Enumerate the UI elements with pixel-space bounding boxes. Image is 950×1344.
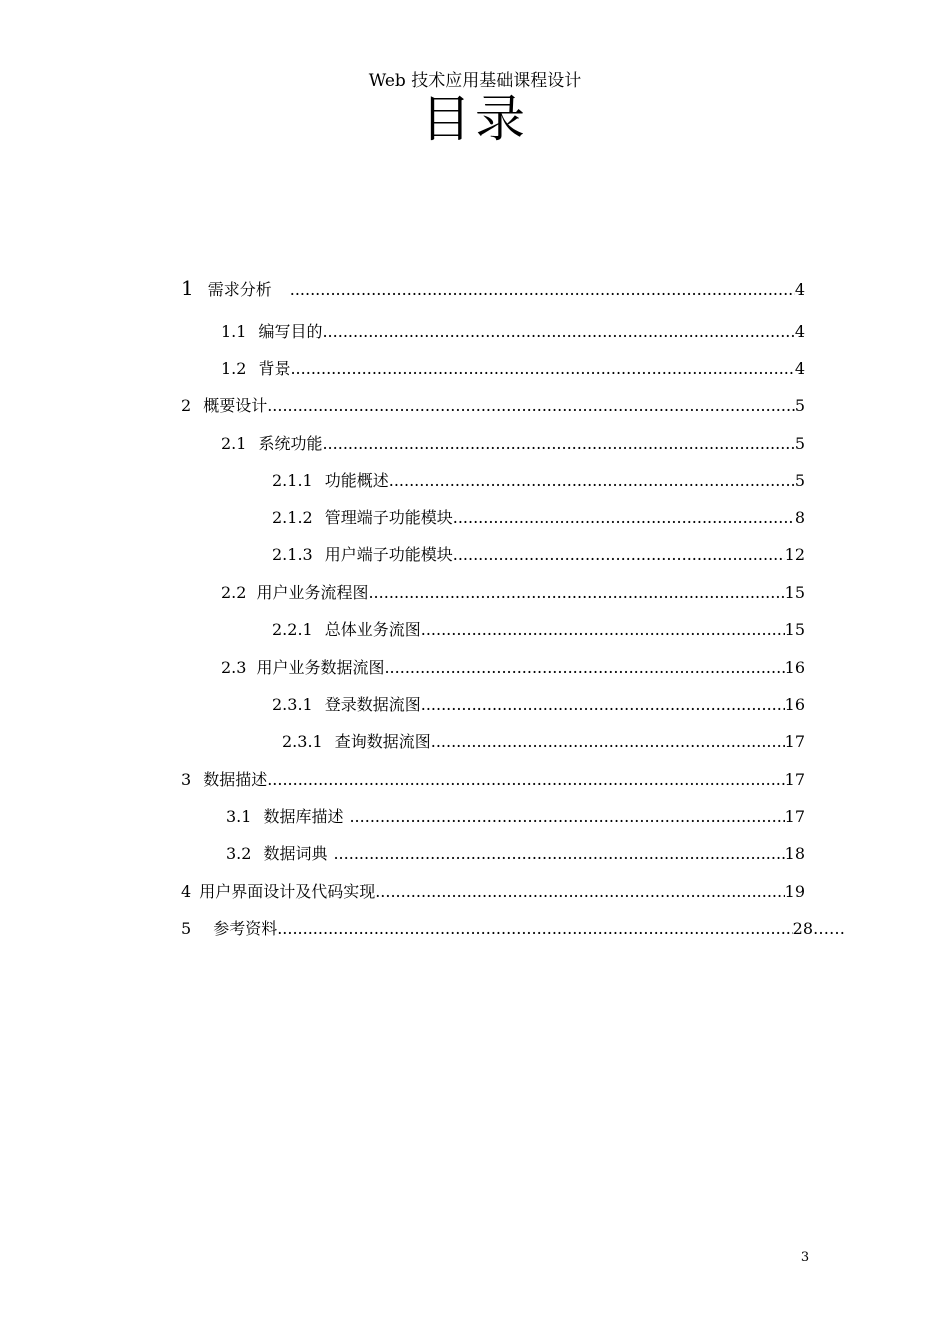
toc-entry-page: 4 — [794, 322, 805, 341]
toc-leader-dots — [267, 394, 795, 418]
toc-entry-label: 用户界面设计及代码实现 — [199, 882, 376, 901]
toc-entry-page: 17 — [784, 732, 805, 751]
toc-leader-dots — [384, 656, 784, 680]
toc-entry[interactable] — [226, 805, 805, 829]
toc-entry[interactable] — [282, 730, 805, 754]
toc-leader-dots — [322, 432, 794, 456]
toc-entry-page: 12 — [784, 545, 805, 564]
toc-entry-page: 16 — [784, 658, 805, 677]
toc-entry-number: 2.3.1 — [282, 732, 323, 751]
toc-entry-label: 用户业务流程图 — [256, 583, 369, 602]
toc-entry-number: 2.2.1 — [272, 620, 313, 639]
toc-entry-number: 2.3.1 — [272, 695, 313, 714]
toc-entry-page: 17 — [784, 807, 805, 826]
toc-entry-label: 用户端子功能模块 — [324, 545, 453, 564]
toc-entry[interactable] — [272, 506, 805, 530]
toc-entry-page: 18 — [784, 844, 805, 863]
toc-entry-page: 15 — [784, 620, 805, 639]
toc-leader-dots — [349, 805, 784, 829]
toc-leader-dots — [431, 730, 785, 754]
toc-entry-number: 2.1.1 — [272, 471, 313, 490]
toc-entry[interactable] — [221, 432, 805, 456]
toc-entry-number: 1.1 — [221, 322, 247, 341]
toc-entry-page: 5 — [794, 434, 805, 453]
toc-leader-dots — [333, 842, 784, 866]
toc-entry-page: 8 — [794, 508, 805, 527]
toc-entry[interactable] — [181, 276, 805, 300]
toc-leader-dots — [421, 618, 785, 642]
toc-entry-label: 编写目的 — [258, 322, 323, 341]
toc-entry[interactable] — [272, 618, 805, 642]
toc-leader-dots — [267, 768, 784, 792]
toc-entry[interactable] — [272, 543, 805, 567]
toc-entry-label: 系统功能 — [258, 434, 323, 453]
page-number: 3 — [800, 1250, 810, 1265]
toc-entry-page: 19 — [784, 882, 805, 901]
toc-entry-label: 功能概述 — [324, 471, 389, 490]
toc-entry-number: 2.1 — [221, 434, 247, 453]
toc-entry[interactable] — [181, 917, 845, 941]
toc-entry-label: 登录数据流图 — [324, 695, 421, 714]
page-title: 目录 — [421, 90, 529, 148]
toc-leader-dots — [277, 917, 792, 941]
toc-entry-page: 5 — [794, 471, 805, 490]
toc-leader-dots — [368, 581, 784, 605]
toc-trailing-dots: …… — [813, 919, 845, 938]
running-header: Web 技术应用基础课程设计 — [368, 71, 582, 91]
toc-entry-page: 28 — [792, 919, 813, 938]
toc-entry-page: 4 — [794, 280, 805, 299]
toc-leader-dots — [322, 320, 794, 344]
toc-leader-dots — [375, 880, 784, 904]
toc-entry-label: 概要设计 — [203, 396, 268, 415]
toc-entry-number: 1.2 — [221, 359, 247, 378]
toc-entry-label: 数据描述 — [203, 770, 268, 789]
toc-entry[interactable] — [221, 320, 805, 344]
toc-entry[interactable] — [221, 656, 805, 680]
toc-entry-number: 3 — [181, 770, 192, 789]
toc-entry[interactable] — [272, 693, 805, 717]
toc-entry-number: 5 — [181, 919, 192, 938]
toc-entry-number: 2.3 — [221, 658, 247, 677]
toc-entry[interactable] — [272, 469, 805, 493]
toc-entry-label: 管理端子功能模块 — [324, 508, 453, 527]
toc-entry-label: 查询数据流图 — [334, 732, 431, 751]
toc-entry[interactable] — [226, 842, 805, 866]
toc-entry-number: 2.1.3 — [272, 545, 313, 564]
toc-entry-label: 用户业务数据流图 — [256, 658, 385, 677]
toc-entry-label: 数据词典 — [263, 844, 328, 863]
toc-entry-number: 3.2 — [226, 844, 252, 863]
toc-leader-dots — [389, 469, 795, 493]
toc-entry[interactable] — [221, 357, 805, 381]
toc-leader-dots — [290, 278, 795, 302]
toc-entry-label: 总体业务流图 — [324, 620, 421, 639]
toc-entry-page: 15 — [784, 583, 805, 602]
toc-entry-label: 需求分析 — [207, 280, 272, 299]
toc-entry-number: 4 — [181, 882, 192, 901]
toc-entry-page: 17 — [784, 770, 805, 789]
toc-entry-page: 5 — [794, 396, 805, 415]
toc-entry[interactable] — [181, 394, 805, 418]
toc-entry-label: 参考资料 — [213, 919, 278, 938]
toc-leader-dots — [453, 506, 795, 530]
toc-entry-number: 2.2 — [221, 583, 247, 602]
toc-entry[interactable] — [221, 581, 805, 605]
toc-entry-number: 2.1.2 — [272, 508, 313, 527]
toc-entry-number: 1 — [181, 276, 194, 300]
toc-leader-dots — [290, 357, 794, 381]
toc-entry[interactable] — [181, 880, 805, 904]
toc-entry-number: 2 — [181, 396, 192, 415]
toc-entry-label: 数据库描述 — [263, 807, 344, 826]
toc-entry-number: 3.1 — [226, 807, 252, 826]
toc-entry-page: 16 — [784, 695, 805, 714]
toc-entry[interactable] — [181, 768, 805, 792]
toc-leader-dots — [453, 543, 785, 567]
toc-entry-label: 背景 — [258, 359, 291, 378]
toc-entry-page: 4 — [794, 359, 805, 378]
toc-leader-dots — [421, 693, 785, 717]
